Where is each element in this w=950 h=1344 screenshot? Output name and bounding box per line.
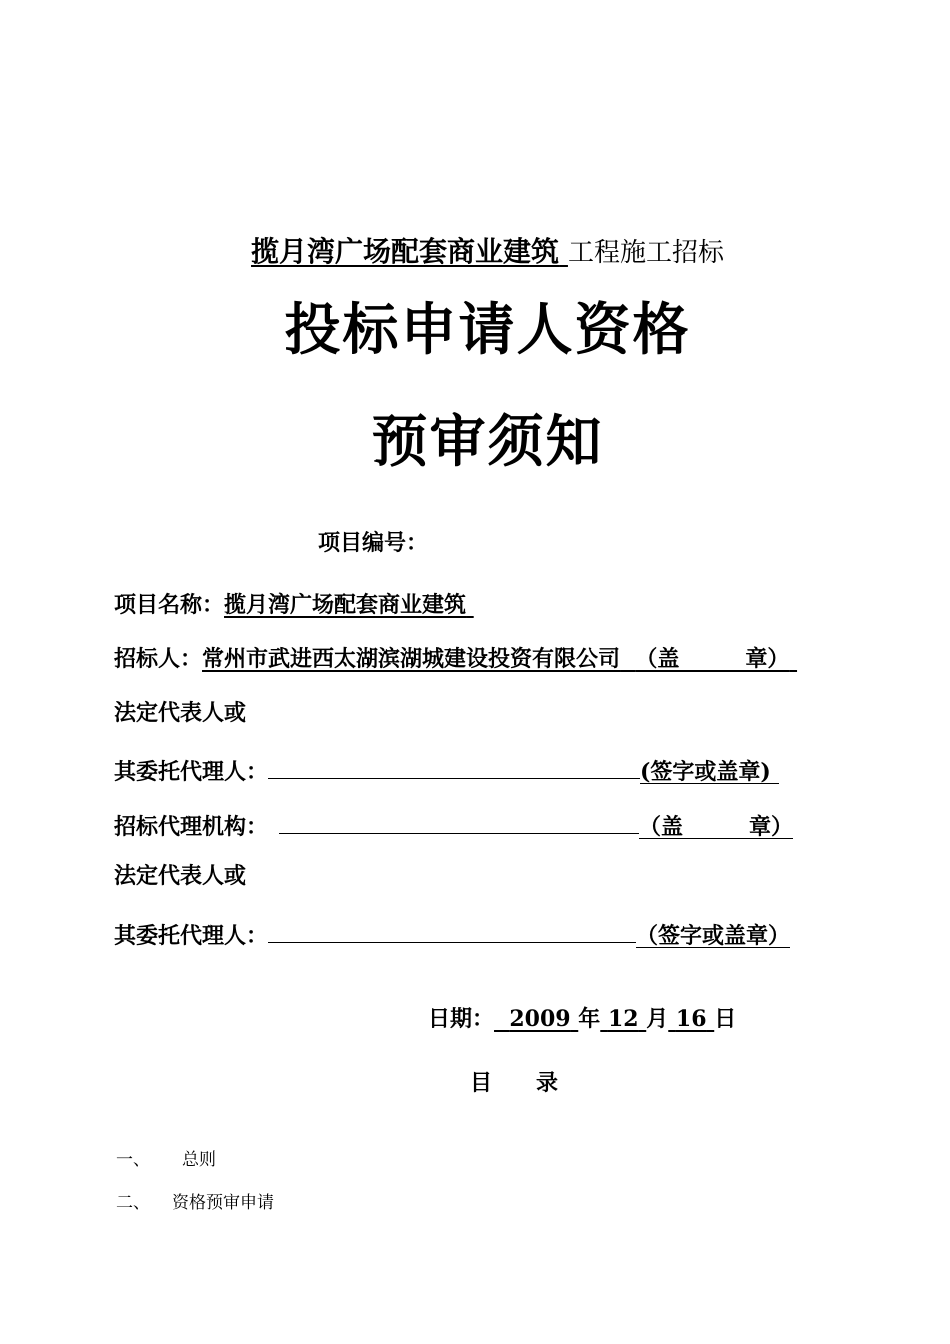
toc-item-number: 二、: [116, 1193, 150, 1213]
agent-sign-or-seal: (签字或盖章): [640, 761, 779, 784]
date-row: [428, 1008, 736, 1030]
tenderer-label: 招标人：: [114, 646, 203, 672]
date-month: 12: [607, 1006, 639, 1032]
date-label: 日期：: [428, 1006, 495, 1032]
subtitle-tail: 工程施工招标: [567, 238, 724, 268]
tenderer-value: 常州市武进西太湖滨湖城建设投资有限公司 （盖 章）: [202, 646, 790, 672]
subtitle-project-name: 揽月湾广场配套商业建筑: [251, 235, 560, 268]
agent-row-2: [114, 920, 790, 948]
project-name-label: 项目名称：: [114, 592, 225, 618]
date-day: 16: [675, 1006, 707, 1032]
document-title-line2: 预审须知: [371, 409, 604, 475]
agent-signature-line: [268, 756, 640, 779]
legal-rep-label: 法定代表人或: [114, 700, 247, 726]
date-day-unit: 日: [714, 1006, 737, 1032]
date-year-unit: 年: [578, 1006, 601, 1032]
tenderer-seal-label: （盖 章）: [635, 646, 790, 672]
toc-item-number: 一、: [116, 1150, 150, 1170]
tenderer-row: [114, 648, 797, 670]
agent-label: 其委托代理人：: [114, 759, 269, 785]
agent-signature-line-2: [268, 920, 636, 943]
agent-label-2: 其委托代理人：: [114, 923, 269, 949]
document-subtitle: [0, 235, 950, 268]
date-month-unit: 月: [646, 1006, 669, 1032]
toc-item-label: 资格预审申请: [172, 1193, 274, 1213]
agent-row: [114, 756, 779, 784]
agency-signature-line: [279, 811, 639, 834]
toc-item[interactable]: [116, 1195, 274, 1212]
toc-title: 目 录: [470, 1070, 559, 1096]
toc-item[interactable]: [116, 1152, 216, 1169]
agency-row: [114, 811, 793, 839]
agent-sign-or-seal-2: （签字或盖章）: [636, 923, 791, 949]
date-year: 2009: [509, 1006, 571, 1032]
agency-label: 招标代理机构：: [114, 814, 269, 840]
project-number-label: 项目编号：: [318, 530, 429, 556]
agency-seal-label: （盖 章）: [639, 814, 794, 840]
project-name-row: [114, 594, 474, 616]
project-name-value: 揽月湾广场配套商业建筑: [224, 592, 467, 618]
toc-item-label: 总则: [182, 1150, 216, 1170]
document-title-line1: 投标申请人资格: [284, 297, 691, 363]
legal-rep-label-2: 法定代表人或: [114, 863, 247, 889]
